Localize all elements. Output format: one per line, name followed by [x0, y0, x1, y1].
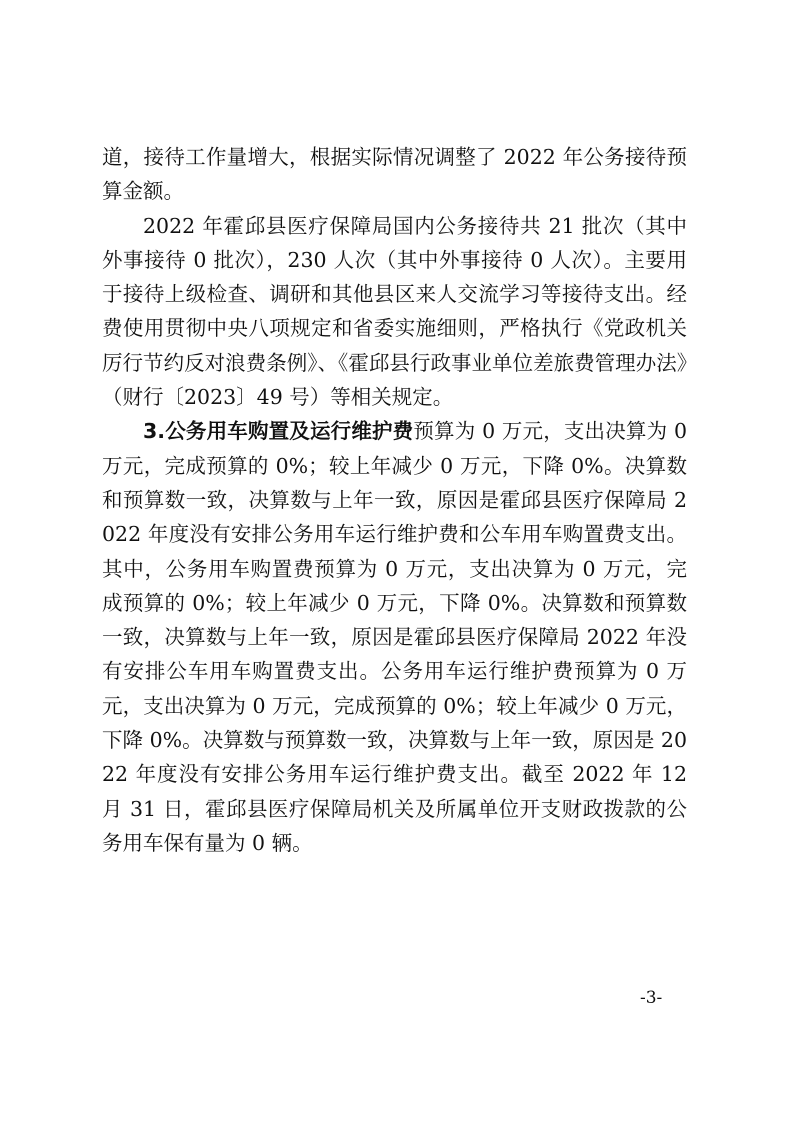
- paragraph-continuation: [102, 140, 687, 209]
- section-heading: 3.公务用车购置及运行维护费: [143, 419, 414, 444]
- page-number: -3-: [640, 988, 663, 1008]
- paragraph-text: 2022 年霍邱县医疗保障局国内公务接待共 21 批次（其中外事接待 0 批次），230 人次（其中外事接待 0 人次）。主要用于接待上级检查、调研和其他县区来人交流学习等接待支出。经费使用贯彻中央八项规定和省委实施细则，严格执行《党政机关厉行节约反对浪费条例》、《霍邱县行政事业单位差旅费管理办法》（财行〔2023〕49 号）等相关规定。: [102, 213, 687, 410]
- paragraph-reception: [102, 209, 687, 415]
- paragraph-vehicle: [102, 414, 687, 860]
- document-body: [102, 140, 687, 860]
- paragraph-text: 道，接待工作量增大，根据实际情况调整了 2022 年公务接待预算金额。: [102, 145, 687, 204]
- paragraph-text: 预算为 0 万元，支出决算为 0 万元，完成预算的 0%；较上年减少 0 万元，下降 0%。决算数和预算数一致，决算数与上年一致，原因是霍邱县医疗保障局 2022 年度没有安排公务用车运行维护费和公车用车购置费支出。其中，公务用车购置费预算为 0 万元，支出决算为 0 万元，完成预算的 0%；较上年减少 0 万元，下降 0%。决算数和预算数一致，决算数与上年一致，原因是霍邱县医疗保障局 2022 年没有安排公车用车购置费支出。公务用车运行维护费预算为 0 万元，支出决算为 0 万元，完成预算的 0%；较上年减少 0 万元，下降 0%。决算数与预算数一致，决算数与上年一致，原因是 2022 年度没有安排公务用车运行维护费支出。截至 2022 年 12 月 31 日，霍邱县医疗保障局机关及所属单位开支财政拨款的公务用车保有量为 0 辆。: [102, 419, 687, 855]
